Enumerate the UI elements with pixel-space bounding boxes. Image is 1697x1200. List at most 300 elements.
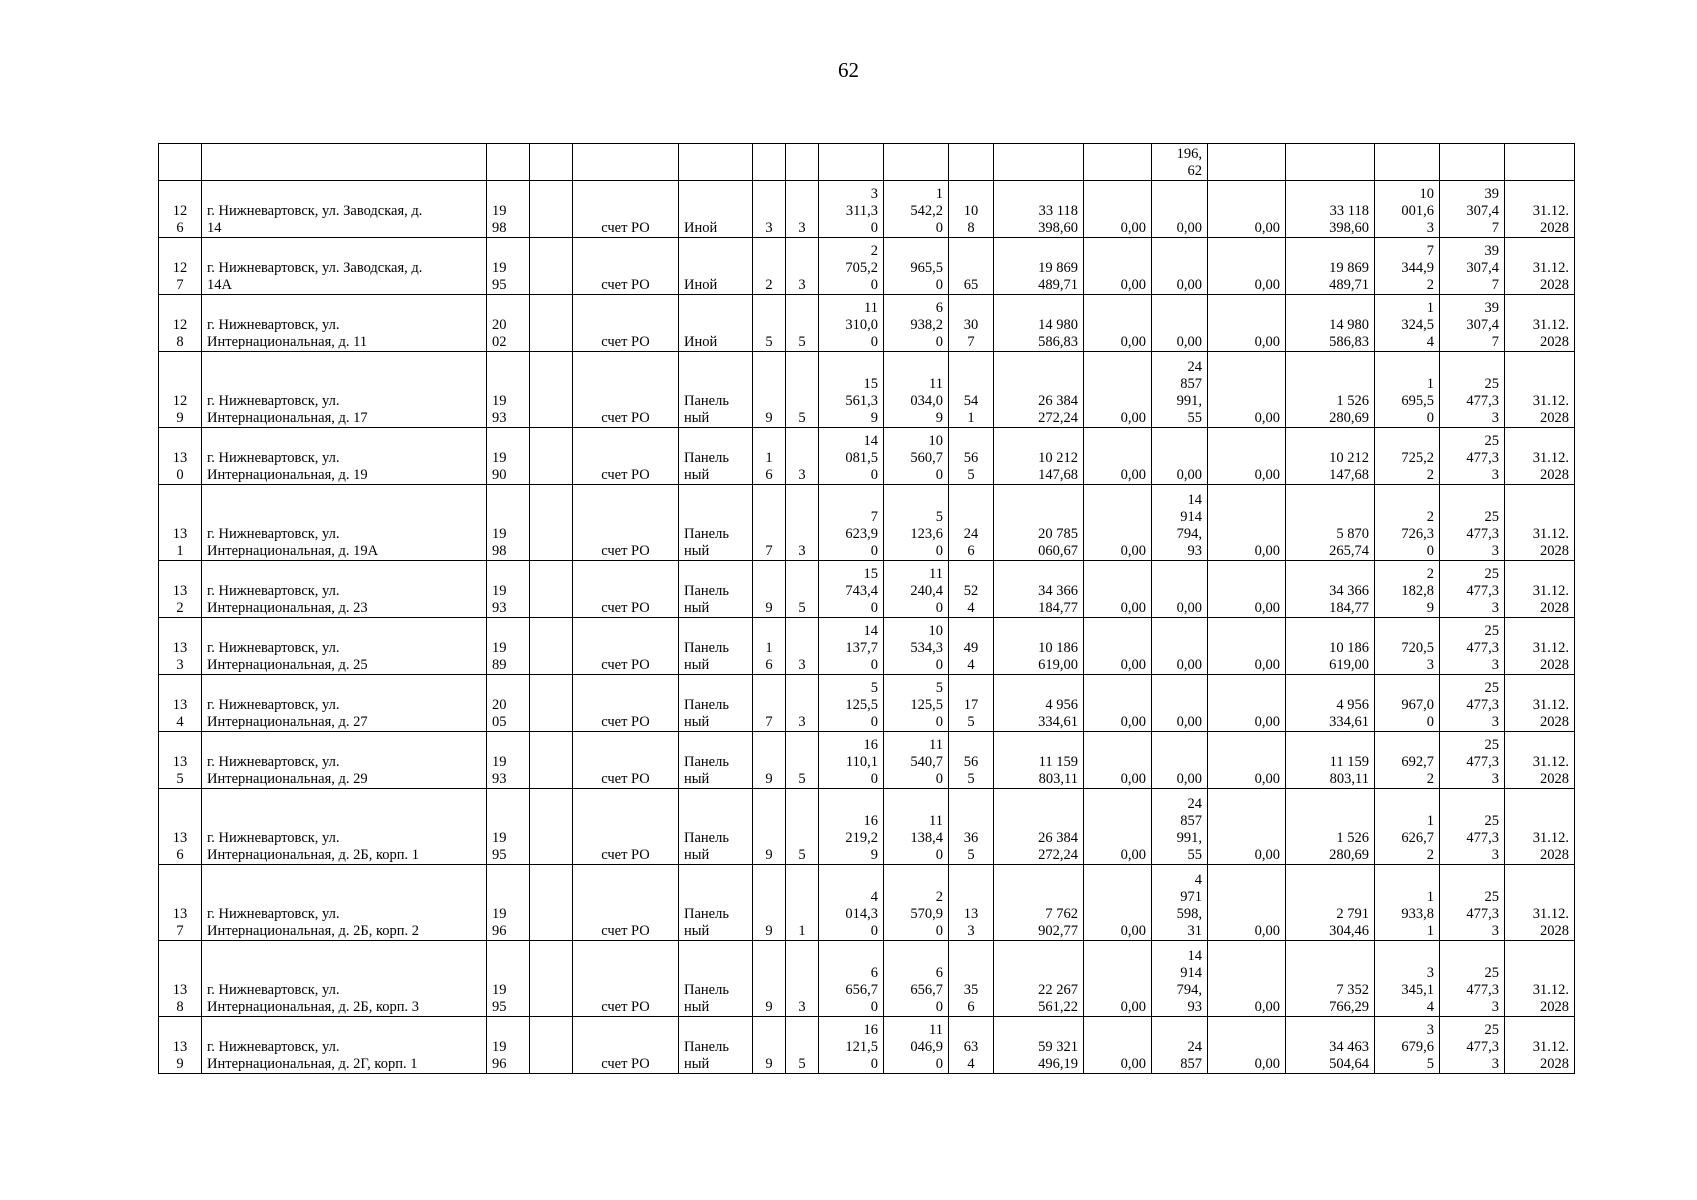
wall-material-cell: Панель ный <box>679 865 753 941</box>
unit-cost-limit-cell: 25 477,3 3 <box>1440 428 1505 485</box>
fund-source-3-cell: 0,00 <box>1208 941 1286 1017</box>
residents-cell <box>949 144 994 181</box>
wall-material-cell: Иной <box>679 181 753 238</box>
fund-source-1-cell: 0,00 <box>1084 675 1152 732</box>
fund-source-3-cell: 0,00 <box>1208 561 1286 618</box>
entrances-cell: 3 <box>786 428 819 485</box>
total-area-cell: 15 743,4 0 <box>819 561 884 618</box>
row-number: 12 9 <box>159 352 202 428</box>
entrances-cell: 3 <box>786 181 819 238</box>
total-area-cell: 14 081,5 0 <box>819 428 884 485</box>
residents-cell: 13 3 <box>949 865 994 941</box>
fund-method-cell: счет РО <box>573 181 679 238</box>
completion-date-cell: 31.12. 2028 <box>1505 428 1575 485</box>
unit-cost-cell: 1 695,5 0 <box>1375 352 1440 428</box>
floors-cell: 5 <box>753 295 786 352</box>
wall-material-cell: Панель ный <box>679 485 753 561</box>
wall-material-cell: Панель ный <box>679 1017 753 1074</box>
residents-cell: 10 8 <box>949 181 994 238</box>
floors-cell <box>753 144 786 181</box>
unit-cost-limit-cell: 25 477,3 3 <box>1440 789 1505 865</box>
residents-cell: 54 1 <box>949 352 994 428</box>
fund-method-cell: счет РО <box>573 428 679 485</box>
unit-cost-cell: 1 933,8 1 <box>1375 865 1440 941</box>
living-area-cell: 11 034,0 9 <box>884 352 949 428</box>
empty-cell <box>530 561 573 618</box>
row-number: 13 8 <box>159 941 202 1017</box>
unit-cost-limit-cell: 25 477,3 3 <box>1440 485 1505 561</box>
unit-cost-limit-cell: 39 307,4 7 <box>1440 295 1505 352</box>
residents-cell: 24 6 <box>949 485 994 561</box>
address-cell: г. Нижневартовск, ул. Интернациональная, д. 19 <box>202 428 487 485</box>
unit-cost-cell: 2 182,8 9 <box>1375 561 1440 618</box>
total-area-cell: 15 561,3 9 <box>819 352 884 428</box>
year-cell: 19 93 <box>487 352 530 428</box>
table-row <box>159 238 1575 295</box>
floors-cell: 2 <box>753 238 786 295</box>
unit-cost-limit-cell: 25 477,3 3 <box>1440 352 1505 428</box>
total-cost-cell: 59 321 496,19 <box>994 1017 1084 1074</box>
owners-funds-cell: 1 526 280,69 <box>1286 352 1375 428</box>
year-cell: 19 95 <box>487 789 530 865</box>
entrances-cell: 5 <box>786 561 819 618</box>
table-row <box>159 428 1575 485</box>
address-cell: г. Нижневартовск, ул. Интернациональная, д. 25 <box>202 618 487 675</box>
total-cost-cell: 11 159 803,11 <box>994 732 1084 789</box>
entrances-cell: 1 <box>786 865 819 941</box>
fund-source-1-cell: 0,00 <box>1084 1017 1152 1074</box>
fund-source-2-cell: 4 971 598, 31 <box>1152 865 1208 941</box>
total-area-cell: 7 623,9 0 <box>819 485 884 561</box>
fund-source-3-cell: 0,00 <box>1208 789 1286 865</box>
fund-source-2-cell: 0,00 <box>1152 561 1208 618</box>
fund-source-1-cell: 0,00 <box>1084 181 1152 238</box>
unit-cost-limit-cell <box>1440 144 1505 181</box>
fund-method-cell: счет РО <box>573 485 679 561</box>
owners-funds-cell: 2 791 304,46 <box>1286 865 1375 941</box>
empty-cell <box>530 352 573 428</box>
fund-source-3-cell: 0,00 <box>1208 428 1286 485</box>
fund-source-3-cell: 0,00 <box>1208 618 1286 675</box>
empty-cell <box>530 238 573 295</box>
fund-source-2-cell: 0,00 <box>1152 732 1208 789</box>
fund-source-2-cell: 196, 62 <box>1152 144 1208 181</box>
address-cell: г. Нижневартовск, ул. Интернациональная, д. 17 <box>202 352 487 428</box>
completion-date-cell: 31.12. 2028 <box>1505 865 1575 941</box>
empty-cell <box>530 732 573 789</box>
row-number: 13 3 <box>159 618 202 675</box>
table-row <box>159 941 1575 1017</box>
living-area-cell: 11 540,7 0 <box>884 732 949 789</box>
total-area-cell: 16 121,5 0 <box>819 1017 884 1074</box>
fund-source-1-cell: 0,00 <box>1084 428 1152 485</box>
unit-cost-limit-cell: 25 477,3 3 <box>1440 732 1505 789</box>
total-cost-cell: 34 366 184,77 <box>994 561 1084 618</box>
total-area-cell: 4 014,3 0 <box>819 865 884 941</box>
residents-cell: 56 5 <box>949 732 994 789</box>
fund-source-1-cell: 0,00 <box>1084 485 1152 561</box>
living-area-cell: 5 125,5 0 <box>884 675 949 732</box>
residents-cell: 65 <box>949 238 994 295</box>
fund-source-1-cell: 0,00 <box>1084 561 1152 618</box>
total-area-cell: 16 110,1 0 <box>819 732 884 789</box>
year-cell: 19 98 <box>487 485 530 561</box>
unit-cost-cell: 720,5 3 <box>1375 618 1440 675</box>
living-area-cell: 6 656,7 0 <box>884 941 949 1017</box>
row-number: 12 6 <box>159 181 202 238</box>
table-row <box>159 352 1575 428</box>
fund-source-2-cell: 24 857 991, 55 <box>1152 789 1208 865</box>
year-cell: 19 96 <box>487 865 530 941</box>
residents-cell: 56 5 <box>949 428 994 485</box>
living-area-cell: 10 560,7 0 <box>884 428 949 485</box>
completion-date-cell <box>1505 144 1575 181</box>
unit-cost-limit-cell: 25 477,3 3 <box>1440 618 1505 675</box>
fund-method-cell: счет РО <box>573 352 679 428</box>
row-number: 13 6 <box>159 789 202 865</box>
empty-cell <box>530 485 573 561</box>
table-row <box>159 561 1575 618</box>
total-area-cell: 2 705,2 0 <box>819 238 884 295</box>
fund-source-3-cell: 0,00 <box>1208 295 1286 352</box>
wall-material-cell: Панель ный <box>679 732 753 789</box>
fund-method-cell: счет РО <box>573 1017 679 1074</box>
fund-method-cell: счет РО <box>573 238 679 295</box>
total-cost-cell: 22 267 561,22 <box>994 941 1084 1017</box>
row-number: 13 2 <box>159 561 202 618</box>
entrances-cell: 5 <box>786 352 819 428</box>
owners-funds-cell: 10 212 147,68 <box>1286 428 1375 485</box>
owners-funds-cell: 10 186 619,00 <box>1286 618 1375 675</box>
address-cell: г. Нижневартовск, ул. Интернациональная, д. 11 <box>202 295 487 352</box>
wall-material-cell: Панель ный <box>679 428 753 485</box>
fund-method-cell: счет РО <box>573 295 679 352</box>
entrances-cell: 5 <box>786 789 819 865</box>
address-cell: г. Нижневартовск, ул. Интернациональная, д. 2Г, корп. 1 <box>202 1017 487 1074</box>
fund-source-1-cell: 0,00 <box>1084 295 1152 352</box>
floors-cell: 9 <box>753 561 786 618</box>
address-cell <box>202 144 487 181</box>
owners-funds-cell: 5 870 265,74 <box>1286 485 1375 561</box>
total-area-cell: 14 137,7 0 <box>819 618 884 675</box>
total-cost-cell: 19 869 489,71 <box>994 238 1084 295</box>
fund-source-1-cell: 0,00 <box>1084 238 1152 295</box>
living-area-cell: 6 938,2 0 <box>884 295 949 352</box>
year-cell: 19 93 <box>487 561 530 618</box>
completion-date-cell: 31.12. 2028 <box>1505 1017 1575 1074</box>
entrances-cell: 3 <box>786 485 819 561</box>
year-cell: 19 96 <box>487 1017 530 1074</box>
address-cell: г. Нижневартовск, ул. Интернациональная, д. 2Б, корп. 3 <box>202 941 487 1017</box>
address-cell: г. Нижневартовск, ул. Интернациональная, д. 2Б, корп. 2 <box>202 865 487 941</box>
completion-date-cell: 31.12. 2028 <box>1505 789 1575 865</box>
fund-source-3-cell <box>1208 144 1286 181</box>
year-cell: 19 98 <box>487 181 530 238</box>
empty-cell <box>530 618 573 675</box>
table-row <box>159 181 1575 238</box>
residents-cell: 35 6 <box>949 941 994 1017</box>
unit-cost-limit-cell: 25 477,3 3 <box>1440 1017 1505 1074</box>
total-area-cell: 11 310,0 0 <box>819 295 884 352</box>
unit-cost-cell: 967,0 0 <box>1375 675 1440 732</box>
table-row <box>159 144 1575 181</box>
floors-cell: 9 <box>753 789 786 865</box>
fund-method-cell: счет РО <box>573 675 679 732</box>
fund-source-3-cell: 0,00 <box>1208 181 1286 238</box>
fund-source-3-cell: 0,00 <box>1208 865 1286 941</box>
fund-source-2-cell: 24 857 991, 55 <box>1152 352 1208 428</box>
fund-source-2-cell: 0,00 <box>1152 675 1208 732</box>
residents-cell: 17 5 <box>949 675 994 732</box>
row-number: 13 4 <box>159 675 202 732</box>
floors-cell: 3 <box>753 181 786 238</box>
fund-source-2-cell: 0,00 <box>1152 618 1208 675</box>
completion-date-cell: 31.12. 2028 <box>1505 295 1575 352</box>
fund-source-1-cell: 0,00 <box>1084 789 1152 865</box>
table-row <box>159 865 1575 941</box>
floors-cell: 1 6 <box>753 428 786 485</box>
table-row <box>159 618 1575 675</box>
total-area-cell: 3 311,3 0 <box>819 181 884 238</box>
entrances-cell: 5 <box>786 732 819 789</box>
total-cost-cell: 20 785 060,67 <box>994 485 1084 561</box>
completion-date-cell: 31.12. 2028 <box>1505 561 1575 618</box>
fund-source-3-cell: 0,00 <box>1208 1017 1286 1074</box>
residents-cell: 52 4 <box>949 561 994 618</box>
owners-funds-cell: 34 366 184,77 <box>1286 561 1375 618</box>
empty-cell <box>530 181 573 238</box>
fund-source-2-cell: 0,00 <box>1152 295 1208 352</box>
unit-cost-limit-cell: 39 307,4 7 <box>1440 181 1505 238</box>
unit-cost-limit-cell: 25 477,3 3 <box>1440 941 1505 1017</box>
page-number: 62 <box>838 58 859 82</box>
year-cell: 19 93 <box>487 732 530 789</box>
wall-material-cell: Панель ный <box>679 675 753 732</box>
wall-material-cell: Панель ный <box>679 561 753 618</box>
wall-material-cell: Панель ный <box>679 618 753 675</box>
fund-source-3-cell: 0,00 <box>1208 238 1286 295</box>
completion-date-cell: 31.12. 2028 <box>1505 238 1575 295</box>
entrances-cell: 5 <box>786 295 819 352</box>
living-area-cell <box>884 144 949 181</box>
living-area-cell: 5 123,6 0 <box>884 485 949 561</box>
living-area-cell: 1 542,2 0 <box>884 181 949 238</box>
unit-cost-limit-cell: 25 477,3 3 <box>1440 675 1505 732</box>
address-cell: г. Нижневартовск, ул. Интернациональная, д. 27 <box>202 675 487 732</box>
fund-source-1-cell <box>1084 144 1152 181</box>
fund-source-1-cell: 0,00 <box>1084 865 1152 941</box>
row-number: 13 9 <box>159 1017 202 1074</box>
fund-source-2-cell: 0,00 <box>1152 238 1208 295</box>
total-cost-cell: 33 118 398,60 <box>994 181 1084 238</box>
completion-date-cell: 31.12. 2028 <box>1505 181 1575 238</box>
wall-material-cell: Панель ный <box>679 352 753 428</box>
year-cell <box>487 144 530 181</box>
year-cell: 19 90 <box>487 428 530 485</box>
fund-source-3-cell: 0,00 <box>1208 675 1286 732</box>
floors-cell: 7 <box>753 675 786 732</box>
fund-source-1-cell: 0,00 <box>1084 618 1152 675</box>
fund-source-1-cell: 0,00 <box>1084 732 1152 789</box>
unit-cost-limit-cell: 25 477,3 3 <box>1440 865 1505 941</box>
unit-cost-cell: 3 679,6 5 <box>1375 1017 1440 1074</box>
total-cost-cell: 14 980 586,83 <box>994 295 1084 352</box>
address-cell: г. Нижневартовск, ул. Интернациональная, д. 29 <box>202 732 487 789</box>
fund-method-cell: счет РО <box>573 941 679 1017</box>
wall-material-cell: Иной <box>679 238 753 295</box>
unit-cost-cell: 1 626,7 2 <box>1375 789 1440 865</box>
unit-cost-limit-cell: 39 307,4 7 <box>1440 238 1505 295</box>
fund-method-cell: счет РО <box>573 865 679 941</box>
empty-cell <box>530 1017 573 1074</box>
table-row <box>159 732 1575 789</box>
entrances-cell: 3 <box>786 675 819 732</box>
fund-method-cell <box>573 144 679 181</box>
table-row <box>159 1017 1575 1074</box>
entrances-cell: 5 <box>786 1017 819 1074</box>
unit-cost-cell: 10 001,6 3 <box>1375 181 1440 238</box>
row-number: 13 0 <box>159 428 202 485</box>
fund-source-3-cell: 0,00 <box>1208 352 1286 428</box>
total-area-cell: 16 219,2 9 <box>819 789 884 865</box>
floors-cell: 9 <box>753 732 786 789</box>
housing-register-table <box>158 143 1575 1074</box>
owners-funds-cell: 4 956 334,61 <box>1286 675 1375 732</box>
total-cost-cell <box>994 144 1084 181</box>
address-cell: г. Нижневартовск, ул. Интернациональная, д. 19А <box>202 485 487 561</box>
empty-cell <box>530 428 573 485</box>
owners-funds-cell: 7 352 766,29 <box>1286 941 1375 1017</box>
fund-method-cell: счет РО <box>573 789 679 865</box>
empty-cell <box>530 675 573 732</box>
completion-date-cell: 31.12. 2028 <box>1505 485 1575 561</box>
residents-cell: 63 4 <box>949 1017 994 1074</box>
row-number: 13 1 <box>159 485 202 561</box>
owners-funds-cell: 11 159 803,11 <box>1286 732 1375 789</box>
fund-method-cell: счет РО <box>573 732 679 789</box>
total-cost-cell: 10 186 619,00 <box>994 618 1084 675</box>
fund-method-cell: счет РО <box>573 618 679 675</box>
living-area-cell: 10 534,3 0 <box>884 618 949 675</box>
table-row <box>159 789 1575 865</box>
table-row <box>159 675 1575 732</box>
row-number: 12 8 <box>159 295 202 352</box>
total-cost-cell: 26 384 272,24 <box>994 789 1084 865</box>
year-cell: 20 02 <box>487 295 530 352</box>
floors-cell: 1 6 <box>753 618 786 675</box>
fund-source-3-cell: 0,00 <box>1208 732 1286 789</box>
completion-date-cell: 31.12. 2028 <box>1505 675 1575 732</box>
completion-date-cell: 31.12. 2028 <box>1505 941 1575 1017</box>
address-cell: г. Нижневартовск, ул. Интернациональная, д. 23 <box>202 561 487 618</box>
owners-funds-cell: 33 118 398,60 <box>1286 181 1375 238</box>
entrances-cell: 3 <box>786 238 819 295</box>
total-area-cell <box>819 144 884 181</box>
fund-source-1-cell: 0,00 <box>1084 352 1152 428</box>
address-cell: г. Нижневартовск, ул. Заводская, д. 14 <box>202 181 487 238</box>
row-number: 13 5 <box>159 732 202 789</box>
year-cell: 20 05 <box>487 675 530 732</box>
year-cell: 19 89 <box>487 618 530 675</box>
residents-cell: 49 4 <box>949 618 994 675</box>
fund-source-2-cell: 14 914 794, 93 <box>1152 485 1208 561</box>
living-area-cell: 965,5 0 <box>884 238 949 295</box>
owners-funds-cell: 1 526 280,69 <box>1286 789 1375 865</box>
fund-source-1-cell: 0,00 <box>1084 941 1152 1017</box>
empty-cell <box>530 295 573 352</box>
owners-funds-cell <box>1286 144 1375 181</box>
table-row <box>159 295 1575 352</box>
row-number: 13 7 <box>159 865 202 941</box>
fund-method-cell: счет РО <box>573 561 679 618</box>
living-area-cell: 11 240,4 0 <box>884 561 949 618</box>
unit-cost-cell <box>1375 144 1440 181</box>
fund-source-3-cell: 0,00 <box>1208 485 1286 561</box>
unit-cost-cell: 2 726,3 0 <box>1375 485 1440 561</box>
wall-material-cell: Панель ный <box>679 789 753 865</box>
row-number: 12 7 <box>159 238 202 295</box>
total-cost-cell: 7 762 902,77 <box>994 865 1084 941</box>
total-cost-cell: 4 956 334,61 <box>994 675 1084 732</box>
floors-cell: 9 <box>753 941 786 1017</box>
living-area-cell: 2 570,9 0 <box>884 865 949 941</box>
address-cell: г. Нижневартовск, ул. Интернациональная, д. 2Б, корп. 1 <box>202 789 487 865</box>
floors-cell: 7 <box>753 485 786 561</box>
living-area-cell: 11 046,9 0 <box>884 1017 949 1074</box>
fund-source-2-cell: 24 857 <box>1152 1017 1208 1074</box>
floors-cell: 9 <box>753 865 786 941</box>
table-row <box>159 485 1575 561</box>
wall-material-cell: Панель ный <box>679 941 753 1017</box>
entrances-cell: 3 <box>786 941 819 1017</box>
residents-cell: 36 5 <box>949 789 994 865</box>
floors-cell: 9 <box>753 1017 786 1074</box>
floors-cell: 9 <box>753 352 786 428</box>
residents-cell: 30 7 <box>949 295 994 352</box>
completion-date-cell: 31.12. 2028 <box>1505 732 1575 789</box>
empty-cell <box>530 941 573 1017</box>
living-area-cell: 11 138,4 0 <box>884 789 949 865</box>
fund-source-2-cell: 0,00 <box>1152 181 1208 238</box>
row-number <box>159 144 202 181</box>
year-cell: 19 95 <box>487 238 530 295</box>
owners-funds-cell: 14 980 586,83 <box>1286 295 1375 352</box>
wall-material-cell <box>679 144 753 181</box>
year-cell: 19 95 <box>487 941 530 1017</box>
unit-cost-limit-cell: 25 477,3 3 <box>1440 561 1505 618</box>
fund-source-2-cell: 14 914 794, 93 <box>1152 941 1208 1017</box>
owners-funds-cell: 19 869 489,71 <box>1286 238 1375 295</box>
empty-cell <box>530 144 573 181</box>
unit-cost-cell: 692,7 2 <box>1375 732 1440 789</box>
total-area-cell: 6 656,7 0 <box>819 941 884 1017</box>
total-cost-cell: 10 212 147,68 <box>994 428 1084 485</box>
unit-cost-cell: 1 324,5 4 <box>1375 295 1440 352</box>
unit-cost-cell: 3 345,1 4 <box>1375 941 1440 1017</box>
entrances-cell: 3 <box>786 618 819 675</box>
entrances-cell <box>786 144 819 181</box>
completion-date-cell: 31.12. 2028 <box>1505 618 1575 675</box>
total-area-cell: 5 125,5 0 <box>819 675 884 732</box>
wall-material-cell: Иной <box>679 295 753 352</box>
empty-cell <box>530 865 573 941</box>
unit-cost-cell: 7 344,9 2 <box>1375 238 1440 295</box>
fund-source-2-cell: 0,00 <box>1152 428 1208 485</box>
unit-cost-cell: 725,2 2 <box>1375 428 1440 485</box>
address-cell: г. Нижневартовск, ул. Заводская, д. 14А <box>202 238 487 295</box>
total-cost-cell: 26 384 272,24 <box>994 352 1084 428</box>
completion-date-cell: 31.12. 2028 <box>1505 352 1575 428</box>
